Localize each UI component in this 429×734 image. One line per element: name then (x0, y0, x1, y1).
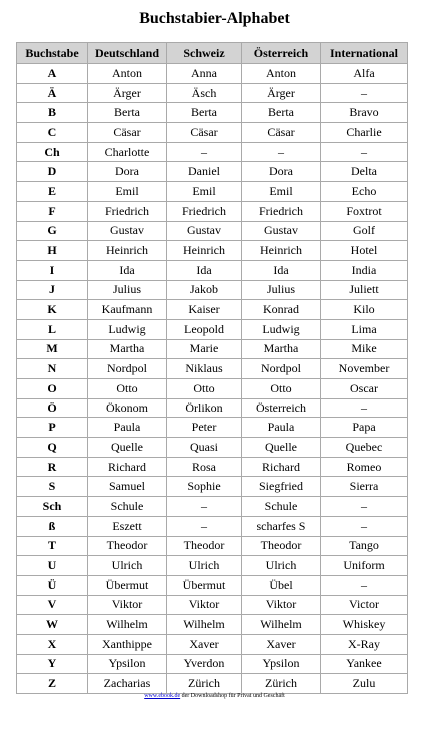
cell-international: Foxtrot (321, 201, 408, 221)
cell-letter: T (17, 536, 88, 556)
table-row (17, 300, 408, 320)
table-row (17, 634, 408, 654)
cell-schweiz: Leopold (167, 319, 242, 339)
cell-schweiz: Otto (167, 379, 242, 399)
cell-deutschland: Cäsar (88, 123, 167, 143)
cell-oesterreich: Emil (242, 182, 321, 202)
cell-international: Juliett (321, 280, 408, 300)
table-row (17, 201, 408, 221)
cell-oesterreich: Berta (242, 103, 321, 123)
cell-international: Zulu (321, 674, 408, 694)
cell-deutschland: Ökonom (88, 398, 167, 418)
cell-letter: G (17, 221, 88, 241)
table-row (17, 221, 408, 241)
cell-international: – (321, 83, 408, 103)
cell-letter: F (17, 201, 88, 221)
cell-deutschland: Berta (88, 103, 167, 123)
cell-oesterreich: Zürich (242, 674, 321, 694)
cell-oesterreich: Theodor (242, 536, 321, 556)
table-row (17, 615, 408, 635)
cell-international: Uniform (321, 556, 408, 576)
cell-schweiz: Berta (167, 103, 242, 123)
table-row (17, 418, 408, 438)
cell-deutschland: Otto (88, 379, 167, 399)
cell-schweiz: Ulrich (167, 556, 242, 576)
footer (0, 692, 429, 700)
cell-letter: L (17, 319, 88, 339)
cell-oesterreich: Anton (242, 64, 321, 84)
footer-link[interactable]: www.ebook.de (144, 693, 181, 699)
cell-international: Sierra (321, 477, 408, 497)
cell-international: – (321, 497, 408, 517)
cell-letter: ß (17, 516, 88, 536)
cell-schweiz: Örlikon (167, 398, 242, 418)
cell-oesterreich: Schule (242, 497, 321, 517)
cell-letter: X (17, 634, 88, 654)
spelling-alphabet-table (16, 42, 408, 694)
cell-deutschland: Xanthippe (88, 634, 167, 654)
cell-schweiz: – (167, 516, 242, 536)
cell-schweiz: Cäsar (167, 123, 242, 143)
cell-schweiz: Emil (167, 182, 242, 202)
cell-international: Tango (321, 536, 408, 556)
cell-oesterreich: Ida (242, 260, 321, 280)
cell-international: – (321, 398, 408, 418)
cell-international: Hotel (321, 241, 408, 261)
cell-international: Yankee (321, 654, 408, 674)
cell-international: Victor (321, 595, 408, 615)
cell-international: Alfa (321, 64, 408, 84)
cell-deutschland: Ärger (88, 83, 167, 103)
cell-deutschland: Heinrich (88, 241, 167, 261)
table-row (17, 142, 408, 162)
table-row (17, 674, 408, 694)
table-row (17, 497, 408, 517)
table-body (17, 64, 408, 694)
cell-oesterreich: Quelle (242, 438, 321, 458)
cell-letter: W (17, 615, 88, 635)
cell-international: Quebec (321, 438, 408, 458)
cell-oesterreich: Dora (242, 162, 321, 182)
cell-deutschland: Viktor (88, 595, 167, 615)
cell-letter: S (17, 477, 88, 497)
cell-international: Charlie (321, 123, 408, 143)
cell-deutschland: Übermut (88, 575, 167, 595)
cell-international: November (321, 359, 408, 379)
cell-oesterreich: Konrad (242, 300, 321, 320)
cell-international: Oscar (321, 379, 408, 399)
cell-deutschland: Charlotte (88, 142, 167, 162)
cell-schweiz: Quasi (167, 438, 242, 458)
cell-international: X-Ray (321, 634, 408, 654)
cell-oesterreich: Julius (242, 280, 321, 300)
cell-schweiz: Viktor (167, 595, 242, 615)
cell-letter: B (17, 103, 88, 123)
cell-oesterreich: – (242, 142, 321, 162)
cell-deutschland: Kaufmann (88, 300, 167, 320)
cell-international: Romeo (321, 457, 408, 477)
table-row (17, 260, 408, 280)
footer-text: der Downloadshop für Privat und Geschäft (180, 693, 285, 699)
cell-schweiz: Kaiser (167, 300, 242, 320)
cell-schweiz: Anna (167, 64, 242, 84)
cell-oesterreich: Friedrich (242, 201, 321, 221)
cell-deutschland: Julius (88, 280, 167, 300)
cell-international: Whiskey (321, 615, 408, 635)
cell-schweiz: Heinrich (167, 241, 242, 261)
table-row (17, 477, 408, 497)
table-row (17, 575, 408, 595)
cell-letter: J (17, 280, 88, 300)
cell-international: Echo (321, 182, 408, 202)
cell-oesterreich: Nordpol (242, 359, 321, 379)
cell-deutschland: Ypsilon (88, 654, 167, 674)
cell-letter: Ä (17, 83, 88, 103)
cell-oesterreich: Cäsar (242, 123, 321, 143)
table-row (17, 339, 408, 359)
cell-letter: Ch (17, 142, 88, 162)
cell-schweiz: Wilhelm (167, 615, 242, 635)
cell-schweiz: Theodor (167, 536, 242, 556)
cell-schweiz: – (167, 142, 242, 162)
cell-international: Bravo (321, 103, 408, 123)
cell-deutschland: Emil (88, 182, 167, 202)
cell-schweiz: Ida (167, 260, 242, 280)
cell-schweiz: Yverdon (167, 654, 242, 674)
cell-letter: U (17, 556, 88, 576)
cell-oesterreich: Heinrich (242, 241, 321, 261)
cell-schweiz: Äsch (167, 83, 242, 103)
header-oesterreich: Österreich (242, 43, 321, 64)
cell-oesterreich: Martha (242, 339, 321, 359)
cell-international: – (321, 575, 408, 595)
header-international: International (321, 43, 408, 64)
header-deutschland: Deutschland (88, 43, 167, 64)
table-row (17, 438, 408, 458)
cell-schweiz: Jakob (167, 280, 242, 300)
cell-oesterreich: Österreich (242, 398, 321, 418)
table-row (17, 654, 408, 674)
table-row (17, 457, 408, 477)
cell-letter: A (17, 64, 88, 84)
table-row (17, 319, 408, 339)
header-schweiz: Schweiz (167, 43, 242, 64)
cell-international: Papa (321, 418, 408, 438)
table-row (17, 398, 408, 418)
cell-international: Delta (321, 162, 408, 182)
header-buchstabe: Buchstabe (17, 43, 88, 64)
cell-letter: O (17, 379, 88, 399)
cell-deutschland: Nordpol (88, 359, 167, 379)
cell-letter: Sch (17, 497, 88, 517)
cell-deutschland: Schule (88, 497, 167, 517)
cell-oesterreich: Viktor (242, 595, 321, 615)
cell-deutschland: Friedrich (88, 201, 167, 221)
cell-schweiz: Übermut (167, 575, 242, 595)
cell-deutschland: Ida (88, 260, 167, 280)
cell-schweiz: Marie (167, 339, 242, 359)
cell-schweiz: Xaver (167, 634, 242, 654)
cell-deutschland: Quelle (88, 438, 167, 458)
cell-letter: P (17, 418, 88, 438)
cell-oesterreich: Richard (242, 457, 321, 477)
cell-international: Golf (321, 221, 408, 241)
cell-deutschland: Ludwig (88, 319, 167, 339)
cell-deutschland: Eszett (88, 516, 167, 536)
page-title: Buchstabier-Alphabet (139, 10, 290, 27)
table-row (17, 536, 408, 556)
cell-letter: D (17, 162, 88, 182)
cell-international: Lima (321, 319, 408, 339)
cell-schweiz: Gustav (167, 221, 242, 241)
cell-letter: Q (17, 438, 88, 458)
cell-deutschland: Richard (88, 457, 167, 477)
cell-letter: M (17, 339, 88, 359)
cell-international: – (321, 142, 408, 162)
cell-letter: R (17, 457, 88, 477)
cell-deutschland: Wilhelm (88, 615, 167, 635)
cell-oesterreich: Xaver (242, 634, 321, 654)
cell-letter: I (17, 260, 88, 280)
cell-oesterreich: Siegfried (242, 477, 321, 497)
cell-international: – (321, 516, 408, 536)
cell-deutschland: Ulrich (88, 556, 167, 576)
cell-schweiz: Peter (167, 418, 242, 438)
cell-deutschland: Theodor (88, 536, 167, 556)
cell-deutschland: Samuel (88, 477, 167, 497)
table-row (17, 556, 408, 576)
cell-deutschland: Martha (88, 339, 167, 359)
cell-international: Kilo (321, 300, 408, 320)
cell-letter: N (17, 359, 88, 379)
cell-international: India (321, 260, 408, 280)
cell-oesterreich: Wilhelm (242, 615, 321, 635)
cell-oesterreich: Gustav (242, 221, 321, 241)
cell-oesterreich: scharfes S (242, 516, 321, 536)
cell-deutschland: Paula (88, 418, 167, 438)
cell-letter: Z (17, 674, 88, 694)
table-header-row (17, 43, 408, 64)
cell-oesterreich: Übel (242, 575, 321, 595)
cell-oesterreich: Paula (242, 418, 321, 438)
table-row (17, 280, 408, 300)
cell-oesterreich: Ypsilon (242, 654, 321, 674)
cell-deutschland: Anton (88, 64, 167, 84)
cell-letter: Ö (17, 398, 88, 418)
table-row (17, 64, 408, 84)
cell-oesterreich: Ärger (242, 83, 321, 103)
cell-deutschland: Zacharias (88, 674, 167, 694)
table-row (17, 162, 408, 182)
cell-letter: K (17, 300, 88, 320)
cell-deutschland: Gustav (88, 221, 167, 241)
cell-letter: C (17, 123, 88, 143)
table-row (17, 595, 408, 615)
cell-schweiz: Sophie (167, 477, 242, 497)
cell-oesterreich: Ludwig (242, 319, 321, 339)
table-row (17, 516, 408, 536)
table-row (17, 182, 408, 202)
cell-schweiz: Zürich (167, 674, 242, 694)
cell-international: Mike (321, 339, 408, 359)
cell-letter: H (17, 241, 88, 261)
cell-schweiz: Rosa (167, 457, 242, 477)
table-row (17, 83, 408, 103)
cell-letter: V (17, 595, 88, 615)
cell-oesterreich: Ulrich (242, 556, 321, 576)
table-row (17, 103, 408, 123)
table-row (17, 123, 408, 143)
table-row (17, 379, 408, 399)
table-row (17, 359, 408, 379)
cell-letter: Y (17, 654, 88, 674)
cell-schweiz: Daniel (167, 162, 242, 182)
cell-oesterreich: Otto (242, 379, 321, 399)
cell-schweiz: – (167, 497, 242, 517)
cell-letter: E (17, 182, 88, 202)
cell-deutschland: Dora (88, 162, 167, 182)
cell-schweiz: Friedrich (167, 201, 242, 221)
cell-letter: Ü (17, 575, 88, 595)
cell-schweiz: Niklaus (167, 359, 242, 379)
table-row (17, 241, 408, 261)
